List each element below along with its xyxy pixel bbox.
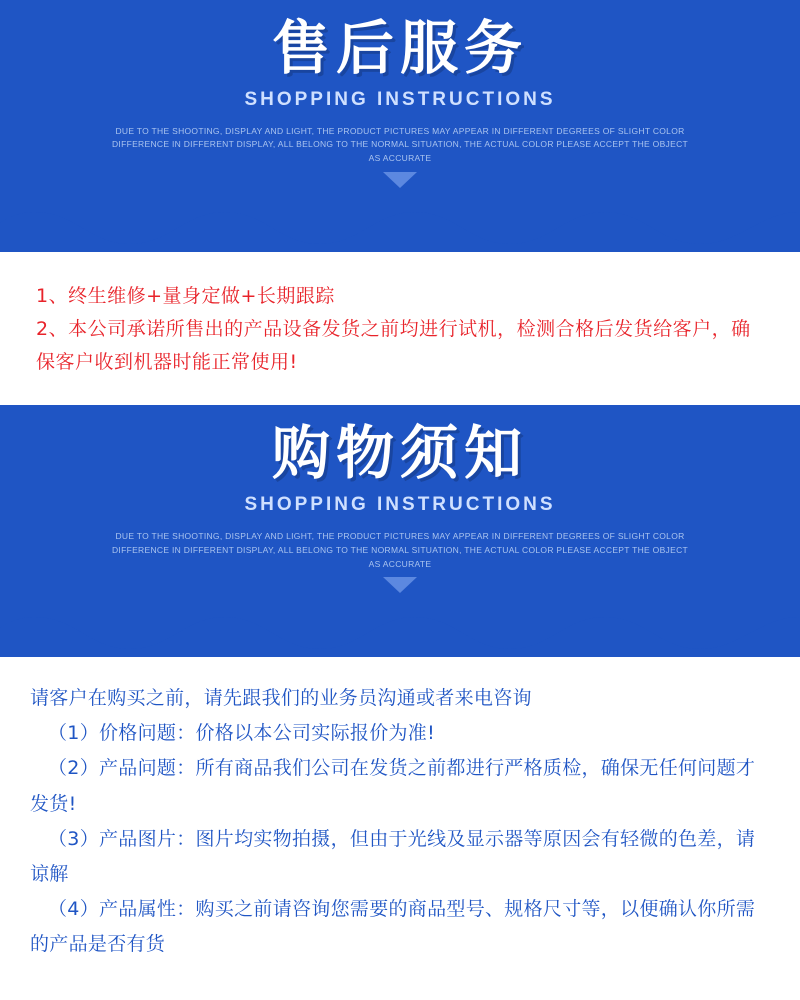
wave-divider-top bbox=[0, 192, 800, 252]
after-sales-title: 售后服务 bbox=[271, 14, 528, 82]
shopping-banner-content bbox=[0, 405, 800, 593]
shopping-item-1: （1）价格问题：价格以本公司实际报价为准! bbox=[48, 722, 436, 745]
shopping-item-3: （3）产品图片：图片均实物拍摄，但由于光线及显示器等原因会有轻微的色差，请谅解 bbox=[30, 827, 756, 885]
shopping-item-2: （2）产品问题：所有商品我们公司在发货之前都进行严格质检，确保无任何问题才发货! bbox=[30, 757, 756, 815]
shopping-instructions-banner bbox=[0, 405, 800, 657]
wave-divider-bottom bbox=[0, 597, 800, 657]
after-sales-item-2: 2、本公司承诺所售出的产品设备发货之前均进行试机，检测合格后发货给客户，确保客户收到机器时能正常使用! bbox=[36, 317, 751, 374]
after-sales-description: DUE TO THE SHOOTING, DISPLAY AND LIGHT, THE PRODUCT PICTURES MAY APPEAR IN DIFFERENT DEGREES OF SLIGHT COLOR DIFFERENCE IN DIFFERENT DISPLAY, ALL BELONG TO THE NORMAL SITUATION, THE ACTUAL COLOR PLEASE ACCEPT THE OBJECT AS ACCURATE bbox=[111, 125, 689, 164]
after-sales-text-section bbox=[0, 252, 800, 406]
after-sales-banner bbox=[0, 0, 800, 252]
shopping-description: DUE TO THE SHOOTING, DISPLAY AND LIGHT, THE PRODUCT PICTURES MAY APPEAR IN DIFFERENT DEGREES OF SLIGHT COLOR DIFFERENCE IN DIFFERENT DISPLAY, ALL BELONG TO THE NORMAL SITUATION, THE ACTUAL COLOR PLEASE ACCEPT THE OBJECT AS ACCURATE bbox=[111, 531, 689, 569]
after-sales-banner-content bbox=[0, 0, 800, 188]
after-sales-item-1: 1、终生维修+量身定做+长期跟踪 bbox=[36, 284, 335, 307]
chevron-down-icon bbox=[383, 172, 417, 188]
shopping-item-4: （4）产品属性：购买之前请咨询您需要的商品型号、规格尺寸等，以便确认你所需的产品是否有货 bbox=[30, 897, 756, 956]
after-sales-subtitle: SHOPPING INSTRUCTIONS bbox=[244, 88, 556, 110]
chevron-down-icon bbox=[383, 577, 417, 593]
shopping-text-section bbox=[0, 657, 800, 972]
shopping-item-intro: 请客户在购买之前，请先跟我们的业务员沟通或者来电咨询 bbox=[30, 687, 532, 710]
shopping-title: 购物须知 bbox=[271, 419, 528, 488]
shopping-subtitle: SHOPPING INSTRUCTIONS bbox=[244, 494, 556, 516]
